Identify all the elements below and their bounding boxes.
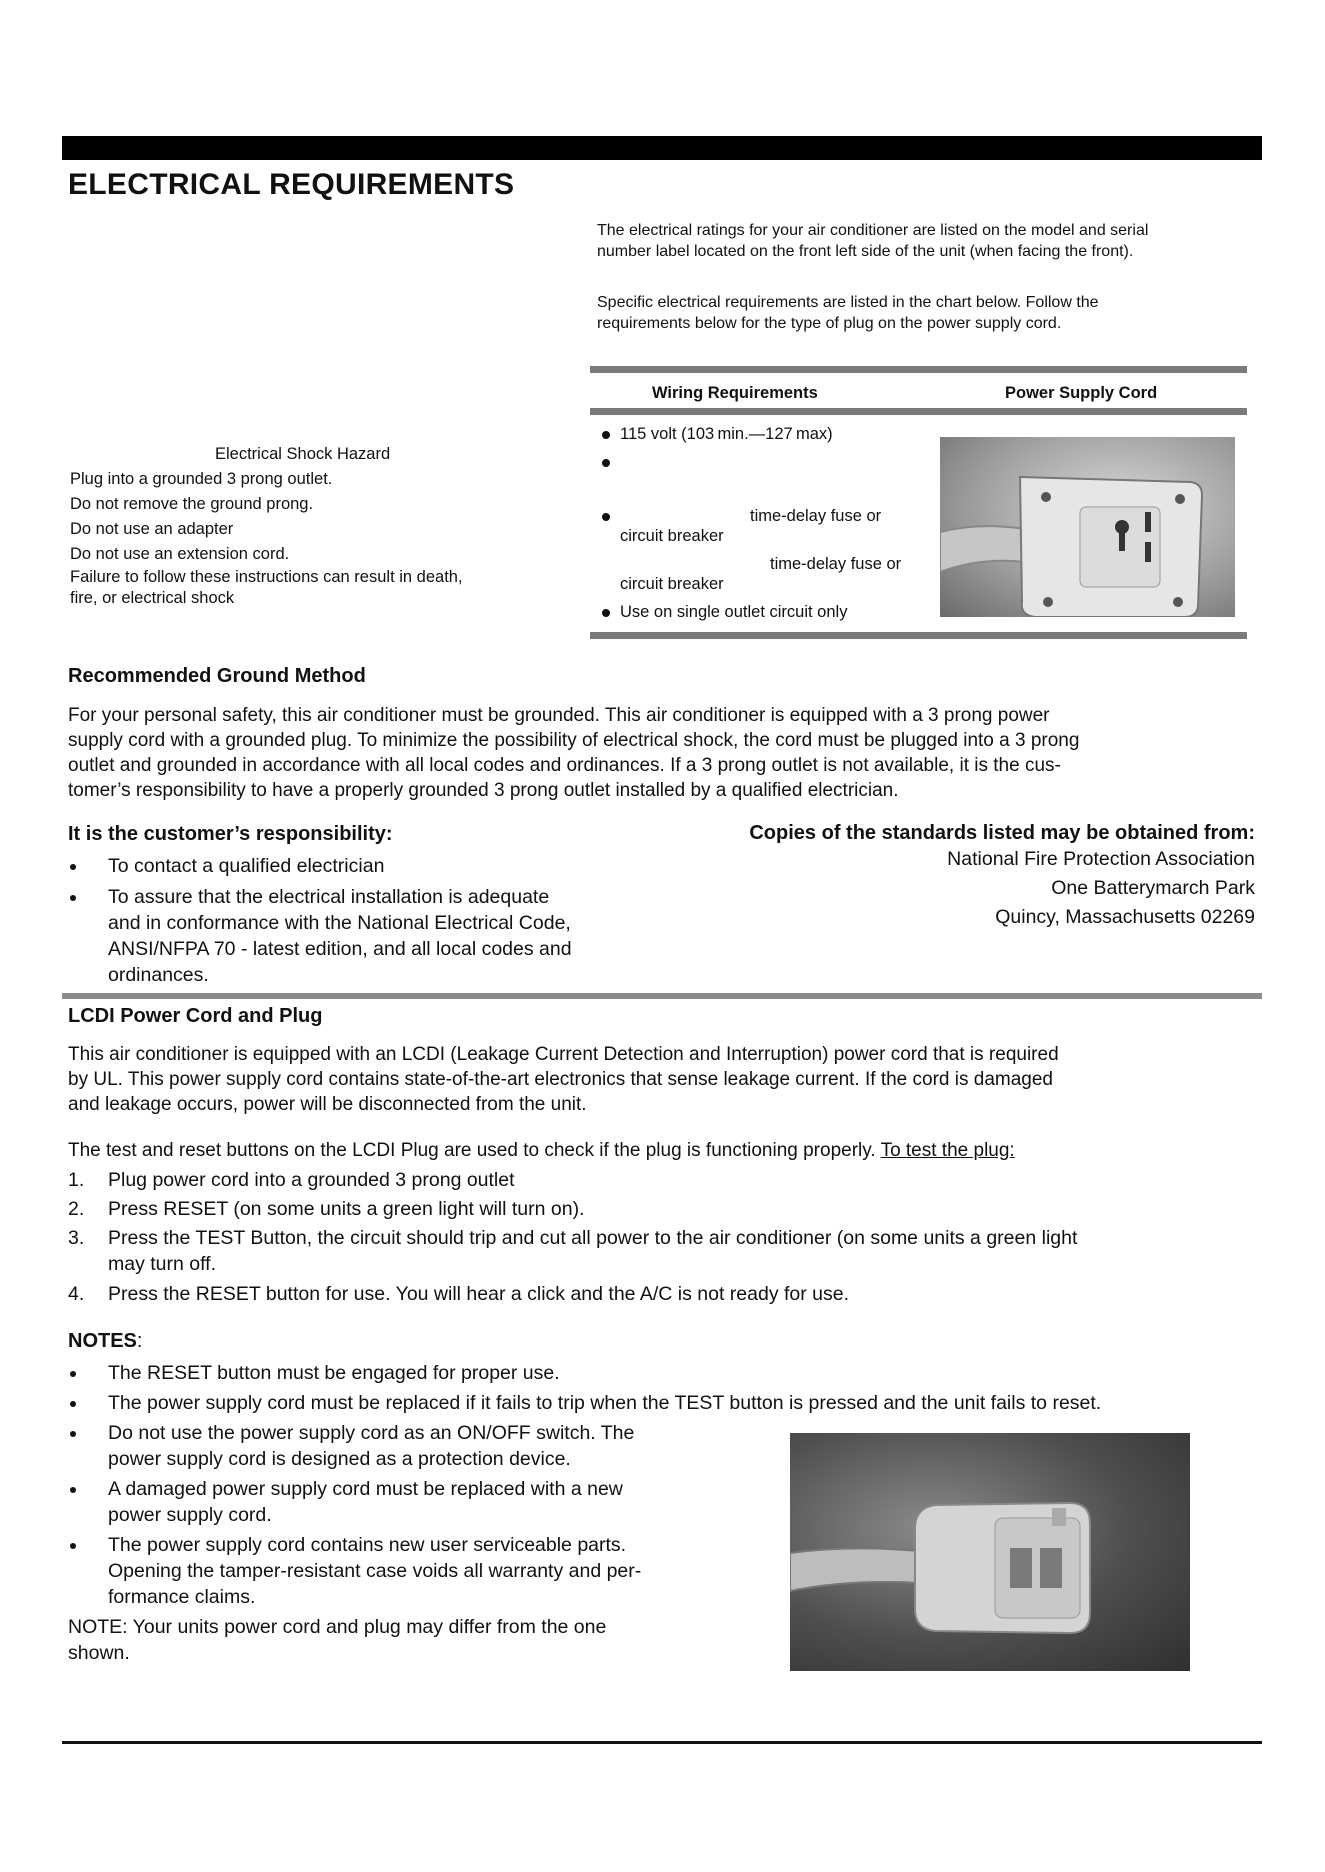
wiring-item-text: circuit breaker [620,575,724,593]
list-item-text: ANSI/NFPA 70 - latest edition, and all local codes and [108,938,572,960]
test-intro-text: The test and reset buttons on the LCDI Plug are used to check if the plug is functioning properly. [68,1140,881,1161]
note-text: Do not use the power supply cord as an ON/OFF switch. The [108,1422,635,1444]
ground-line: tomer’s responsibility to have a properly grounded 3 prong outlet installed by a qualified electrician. [68,780,899,801]
step-item [68,1196,1268,1222]
lcdi-plug-image [790,1433,1190,1671]
header-bar [62,136,1262,160]
page-title: ELECTRICAL REQUIREMENTS [68,168,515,201]
lcdi-plug-photo [790,1433,1190,1671]
test-intro [68,1138,1268,1163]
lcdi-paragraph [68,1042,1268,1117]
three-prong-plug-photo [940,437,1235,617]
note-text: The power supply cord contains new user serviceable parts. [108,1534,627,1556]
test-plug-link: To test the plug: [880,1140,1015,1161]
note-text: power supply cord. [108,1504,272,1526]
bullet-icon [602,513,610,521]
bullet-icon [70,1543,76,1549]
warning-heading: Electrical Shock Hazard [215,445,391,463]
note-text: formance claims. [108,1586,256,1608]
list-item-text: To assure that the electrical installation is adequate [108,886,550,908]
wiring-item-text: Use on single outlet circuit only [620,603,848,621]
notes-heading: NOTES [68,1330,137,1352]
bullet-icon [70,1487,76,1493]
step-item [68,1167,1268,1193]
bullet-icon [602,431,610,439]
intro-line: Specific electrical requirements are listed in the chart below. Follow the [597,294,1099,311]
ground-line: outlet and grounded in accordance with all local codes and ordinances. If a 3 prong outlet is not available, it is the cus- [68,755,1061,776]
note-text: The RESET button must be engaged for proper use. [108,1362,560,1384]
ground-line: supply cord with a grounded plug. To minimize the possibility of electrical shock, the cord must be plugged into a 3 prong [68,730,1080,751]
list-item [68,853,668,879]
step-text: Press the TEST Button, the circuit should trip and cut all power to the air conditioner (on some units a green light [108,1227,1078,1249]
lcdi-line: by UL. This power supply cord contains state-of-the-art electronics that sense leakage current. If the cord is damaged [68,1069,1053,1090]
standards-source [640,822,1255,932]
step-number: 2. [68,1198,85,1220]
step-text: Press RESET (on some units a green light will turn on). [108,1198,585,1220]
notes-colon: : [136,1330,143,1352]
warning-line: Failure to follow these instructions can result in death, [70,568,463,586]
column-header-cord: Power Supply Cord [1005,384,1158,402]
wiring-item-blank [602,450,942,474]
column-header-wiring: Wiring Requirements [652,384,818,402]
wiring-item-voltage [602,422,942,446]
plug-image [940,437,1235,617]
address-line: Quincy, Massachusetts 02269 [995,906,1255,928]
standards-heading: Copies of the standards listed may be obtained from: [749,822,1255,844]
table-header-rule [590,408,1247,415]
step-number: 4. [68,1283,85,1305]
notes-heading-row [68,1330,142,1353]
bullet-icon [602,609,610,617]
wiring-item-fuse-2: time-delay fuse or [770,555,902,573]
warning-line: Do not remove the ground prong. [70,495,314,513]
note-text: The power supply cord must be replaced if it fails to trip when the TEST button is pressed and the unit fails to reset. [108,1392,1102,1414]
ground-method-paragraph [68,703,1268,803]
lcdi-heading: LCDI Power Cord and Plug [68,1005,323,1027]
step-item [68,1281,1268,1307]
address-line: One Batterymarch Park [1051,877,1255,899]
intro-line: The electrical ratings for your air conditioner are listed on the model and serial [597,222,1149,239]
note-text: A damaged power supply cord must be replaced with a new [108,1478,623,1500]
section-divider [62,993,1262,999]
ground-method-heading: Recommended Ground Method [68,665,366,687]
warning-line: fire, or electrical shock [70,589,235,607]
note-text: power supply cord is designed as a protection device. [108,1448,571,1470]
wiring-item-single [602,600,942,624]
bullet-icon [70,1431,76,1437]
intro-paragraph-1 [597,220,1237,262]
step-text: Press the RESET button for use. You will hear a click and the A/C is not ready for use. [108,1283,850,1305]
note-text: Opening the tamper-resistant case voids all warranty and per- [108,1560,642,1582]
list-item [68,884,668,988]
warning-line: Plug into a grounded 3 prong outlet. [70,470,333,488]
step-number: 1. [68,1169,85,1191]
lcdi-line: This air conditioner is equipped with an LCDI (Leakage Current Detection and Interruption) power cord that is required [68,1044,1059,1065]
shock-hazard-warning [70,442,530,609]
wiring-item-text: time-delay fuse or [750,507,882,525]
final-note-line: NOTE: Your units power cord and plug may differ from the one [68,1616,607,1638]
lcdi-line: and leakage occurs, power will be disconnected from the unit. [68,1094,587,1115]
ground-line: For your personal safety, this air conditioner must be grounded. This air conditioner is equipped with a 3 prong power [68,705,1050,726]
warning-line: Do not use an extension cord. [70,545,290,563]
step-number: 3. [68,1227,85,1249]
address-line: National Fire Protection Association [947,848,1255,870]
step-item [68,1225,1268,1277]
wiring-item-text: 115 volt (103 min.—127 max) [620,425,833,443]
bullet-icon [70,864,76,870]
list-item-text: To contact a qualified electrician [108,855,385,877]
intro-line: requirements below for the type of plug on the power supply cord. [597,315,1062,332]
responsibility-list [68,853,668,988]
note-item [68,1360,1268,1386]
step-text: may turn off. [108,1253,217,1275]
list-item-text: ordinances. [108,964,209,986]
table-bottom-rule [590,632,1247,639]
warning-line: Do not use an adapter [70,520,234,538]
wiring-list [602,422,942,621]
final-note-line: shown. [68,1642,130,1664]
test-steps-list [68,1167,1268,1307]
intro-line: number label located on the front left side of the unit (when facing the front). [597,243,1134,260]
intro-paragraph-2 [597,292,1237,334]
bullet-icon [70,1401,76,1407]
step-text: Plug power cord into a grounded 3 prong outlet [108,1169,515,1191]
note-item [68,1390,1268,1416]
table-top-rule [590,366,1247,373]
bullet-icon [70,1371,76,1377]
footer-rule [62,1741,1262,1744]
bullet-icon [602,459,610,467]
responsibility-heading: It is the customer’s responsibility: [68,823,393,845]
list-item-text: and in conformance with the National Electrical Code, [108,912,571,934]
wiring-item-text: circuit breaker [620,527,724,545]
bullet-icon [70,895,76,901]
